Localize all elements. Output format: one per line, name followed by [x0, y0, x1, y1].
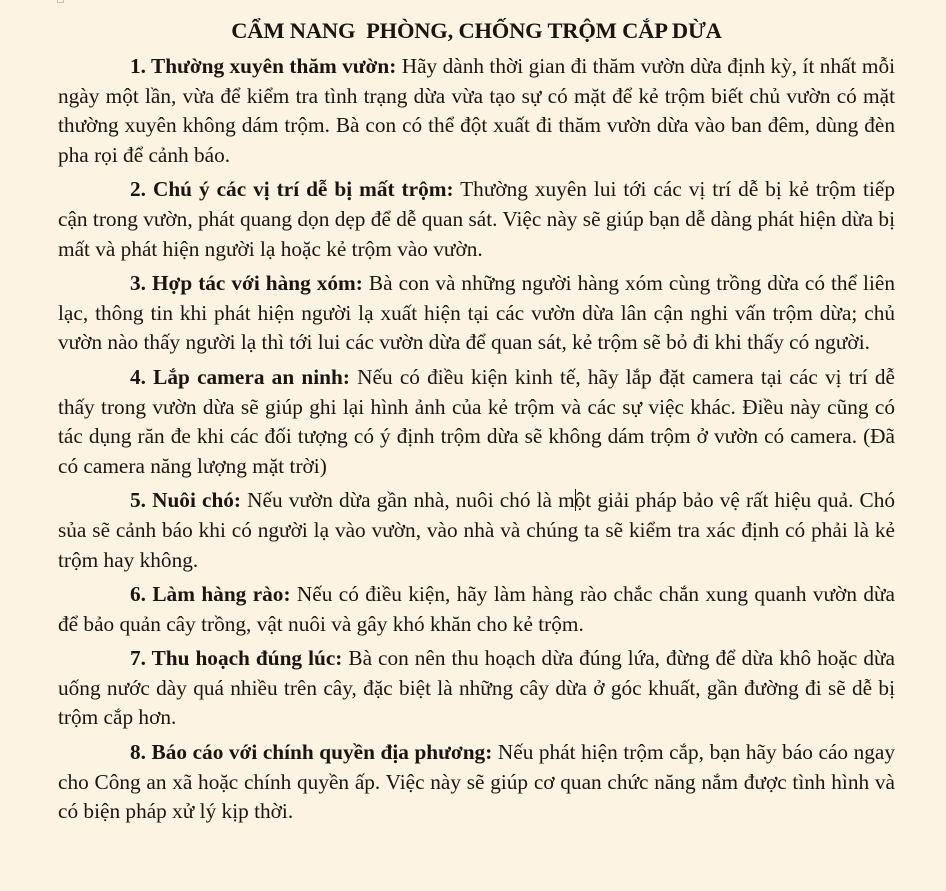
section-8 — [58, 738, 895, 827]
section-body-continued: ột giải pháp bảo vệ rất hiệu quả. Chó sủa sẽ cảnh báo khi có người lạ vào vườn, vào nhà và chúng ta sẽ kiểm tra xác định có phải là kẻ trộm hay không. — [58, 488, 896, 572]
section-body: Bà con và những người hàng xóm cùng trồng dừa có thể liên lạc, thông tin khi phát hiện người lạ xuất hiện tại các vườn dừa lân cận nghi vấn trộm dừa; chủ vườn nào thấy người lạ thì tới lui các vườn dừa để quan sát, kẻ trộm sẽ bỏ đi khi thấy có người. — [58, 271, 895, 355]
section-heading: 1. Thường xuyên thăm vườn: — [130, 54, 397, 78]
section-2 — [58, 175, 895, 264]
section-heading: 6. Làm hàng rào: — [130, 582, 291, 607]
section-body: Nếu có điều kiện, hãy làm hàng rào chắc chắn xung quanh vườn dừa để bảo quản cây trồng, vật nuôi và gây khó khăn cho kẻ trộm. — [58, 582, 895, 636]
section-4 — [58, 363, 895, 481]
section-heading: 5. Nuôi chó: — [130, 488, 242, 513]
section-body: Thường xuyên lui tới các vị trí dễ bị kẻ trộm tiếp cận trong vườn, phát quang dọn dẹp để dễ quan sát. Việc này sẽ giúp bạn dễ dàng phát hiện dừa bị mất và phát hiện người lạ hoặc kẻ trộm vào vườn. — [58, 177, 895, 261]
section-heading: 4. Lắp camera an ninh: — [130, 364, 350, 389]
section-heading: 2. Chú ý các vị trí dễ bị mất trộm: — [130, 177, 454, 202]
section-body: Nếu vườn dừa gần nhà, nuôi chó là m — [241, 488, 575, 513]
section-body: Nếu có điều kiện kinh tế, hãy lắp đặt camera tại các vị trí dễ thấy trong vườn dừa sẽ giúp ghi lại hình ảnh của kẻ trộm và các sự việc khác. Điều này cũng có tác dụng răn đe khi các đối tượng có ý định trộm dừa sẽ không dám trộm ở vườn có camera. (Đã có camera năng lượng mặt trời) — [58, 364, 895, 478]
section-heading: 8. Báo cáo với chính quyền địa phương: — [130, 740, 493, 765]
section-heading: 3. Hợp tác với hàng xóm: — [130, 271, 363, 296]
section-body: Bà con nên thu hoạch dừa đúng lứa, đừng để dừa khô hoặc dừa uống nước dày quá nhiều trên cây, đặc biệt là những cây dừa ở góc khuất, gần đường đi sẽ dễ bị trộm cắp hơn. — [58, 646, 895, 730]
section-5 — [58, 486, 895, 575]
section-heading: 7. Thu hoạch đúng lúc: — [130, 646, 343, 671]
section-body: Nếu phát hiện trộm cắp, bạn hãy báo cáo ngay cho Công an xã hoặc chính quyền ấp. Việc này sẽ giúp cơ quan chức năng nắm được tình hình và có biện pháp xử lý kịp thời. — [58, 740, 895, 824]
section-7 — [58, 644, 895, 733]
section-6 — [58, 580, 895, 639]
section-3 — [58, 269, 895, 358]
corner-artifact — [57, 0, 64, 3]
document-page — [58, 14, 895, 832]
section-body: Hãy dành thời gian đi thăm vườn dừa định kỳ, ít nhất mỗi ngày một lần, vừa để kiểm tra tình trạng dừa vừa tạo sự có mặt để kẻ trộm biết chủ vườn có mặt thường xuyên không dám trộm. Bà con có thể đột xuất đi thăm vườn dừa vào ban đêm, dùng đèn pha rọi để cảnh báo. — [58, 54, 896, 167]
section-1 — [58, 52, 895, 170]
document-title: CẨM NANG PHÒNG, CHỐNG TRỘM CẮP DỪA — [231, 18, 722, 43]
